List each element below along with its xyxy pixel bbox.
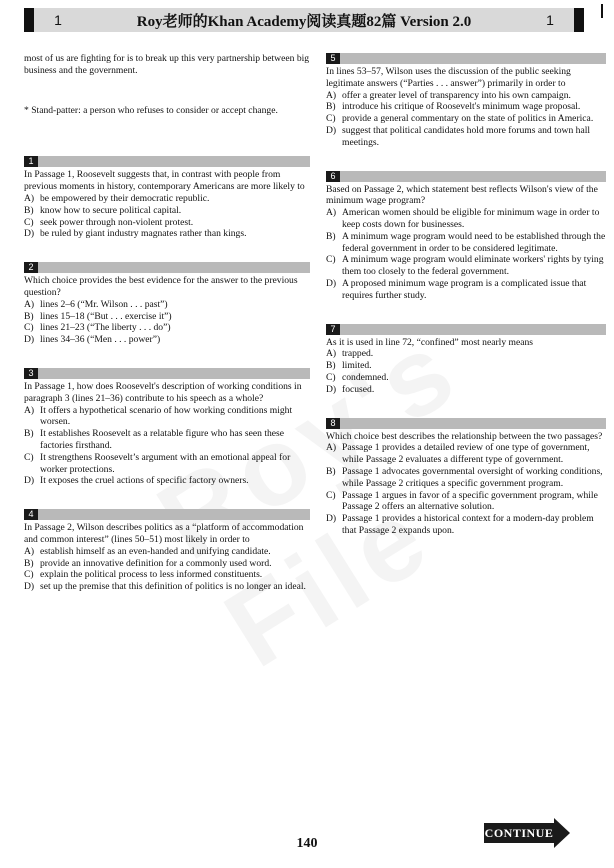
choice-letter: D) <box>24 334 35 346</box>
choice-letter: A) <box>326 207 337 219</box>
choice-letter: B) <box>24 428 34 440</box>
choice-text: offer a greater level of transparency into his own campaign. <box>342 89 571 101</box>
continue-button[interactable] <box>484 818 576 848</box>
question-stem: Which choice provides the best evidence for the answer to the previous question? <box>24 275 298 298</box>
left-questions <box>24 156 310 593</box>
answer-choice-c[interactable] <box>326 254 606 278</box>
answer-choice-d[interactable] <box>326 384 606 396</box>
choice-text: know how to secure political capital. <box>40 204 182 216</box>
answer-choice-c[interactable] <box>24 217 310 229</box>
choice-letter: D) <box>24 581 35 593</box>
choice-text: introduce his critique of Roosevelt's minimum wage proposal. <box>342 101 581 113</box>
choice-letter: D) <box>326 277 337 289</box>
question-number-bar <box>326 324 606 335</box>
answer-choice-d[interactable] <box>326 125 606 149</box>
choice-text: It offers a hypothetical scenario of how working conditions might worsen. <box>40 404 293 428</box>
answer-choice-b[interactable] <box>326 231 606 255</box>
choice-letter: C) <box>24 569 34 581</box>
choice-letter: A) <box>24 404 35 416</box>
answer-choice-c[interactable] <box>326 113 606 125</box>
question-number-bar <box>24 156 310 167</box>
answer-choice-b[interactable] <box>24 205 310 217</box>
question-number: 4 <box>24 509 38 520</box>
choice-text: be empowered by their democratic republic. <box>40 192 210 204</box>
choice-text: lines 34–36 (“Men . . . power”) <box>40 334 161 346</box>
answer-choices <box>24 405 310 488</box>
question-4 <box>24 509 310 593</box>
choice-letter: A) <box>24 298 35 310</box>
footnote: * Stand-patter: a person who refuses to consider or accept change. <box>24 104 278 116</box>
answer-choice-c[interactable] <box>24 452 310 476</box>
answer-choice-c[interactable] <box>24 569 310 581</box>
choice-letter: A) <box>24 545 35 557</box>
choice-letter: C) <box>326 489 336 501</box>
question-stem: Which choice best describes the relationship between the two passages? <box>326 430 603 442</box>
question-number: 8 <box>326 418 340 429</box>
choice-letter: A) <box>326 348 337 360</box>
question-stem: In Passage 2, Wilson describes politics as a “platform of accommodation and common interest” (lines 50–51) most likely in order to <box>24 522 304 545</box>
choice-letter: D) <box>326 383 337 395</box>
answer-choice-d[interactable] <box>326 513 606 537</box>
continue-label: CONTINUE <box>484 823 554 843</box>
arrow-right-icon <box>554 818 570 848</box>
answer-choice-b[interactable] <box>326 360 606 372</box>
choice-text: explain the political process to less informed constituents. <box>40 569 263 581</box>
choice-letter: A) <box>326 442 337 454</box>
answer-choice-c[interactable] <box>24 322 310 334</box>
choice-letter: D) <box>326 513 337 525</box>
answer-choices <box>24 193 310 240</box>
choice-letter: D) <box>24 228 35 240</box>
choice-text: It establishes Roosevelt as a relatable figure who has seen these factories firsthand. <box>40 428 285 451</box>
answer-choice-a[interactable] <box>24 299 310 311</box>
choice-text: be ruled by giant industry magnates rather than kings. <box>40 228 247 240</box>
question-number-bar <box>24 509 310 520</box>
choice-letter: B) <box>326 230 336 242</box>
answer-choice-b[interactable] <box>24 428 310 452</box>
question-number-bar <box>326 171 606 182</box>
choice-text: set up the premise that this definition of politics is no longer an ideal. <box>40 581 306 593</box>
question-stem: In lines 53–57, Wilson uses the discussion of the public seeking legitimate answers (“Parties . . . answer”) primarily in order to <box>326 66 571 89</box>
question-number: 6 <box>326 171 340 182</box>
choice-letter: B) <box>326 360 336 372</box>
answer-choice-a[interactable] <box>24 546 310 558</box>
question-6 <box>326 171 606 302</box>
header-left-number: 1 <box>54 12 62 28</box>
question-stem: Based on Passage 2, which statement best reflects Wilson's view of the minimum wage program? <box>326 183 598 207</box>
answer-choice-c[interactable] <box>326 490 606 514</box>
answer-choices <box>326 207 606 301</box>
answer-choice-b[interactable] <box>326 101 606 113</box>
choice-text: provide a general commentary on the state of politics in America. <box>342 113 594 125</box>
choice-letter: B) <box>326 465 336 477</box>
answer-choice-a[interactable] <box>24 193 310 205</box>
question-number-bar <box>326 418 606 429</box>
passage-continuation: most of us are fighting for is to break up this very partnership between big business and the government. <box>24 53 310 76</box>
choice-text: A minimum wage program would need to be established through the federal government in order to be considered legitimate. <box>342 230 606 254</box>
choice-text: American women should be eligible for minimum wage in order to keep costs down for businesses. <box>342 207 600 230</box>
choice-letter: C) <box>24 451 34 463</box>
question-stem: In Passage 1, how does Roosevelt's description of working conditions in paragraph 3 (lines 21–36) contribute to his speech as a whole? <box>24 380 302 404</box>
header-right-number: 1 <box>546 12 554 28</box>
choice-text: It strengthens Roosevelt’s argument with an emotional appeal for worker protections. <box>40 451 291 475</box>
question-number-bar <box>326 53 606 64</box>
answer-choice-b[interactable] <box>24 558 310 570</box>
question-stem: As it is used in line 72, “confined” most nearly means <box>326 336 534 348</box>
question-3 <box>24 368 310 487</box>
choice-text: Passage 1 provides a historical context for a modern-day problem that Passage 2 expands upon. <box>342 513 594 536</box>
answer-choice-b[interactable] <box>326 466 606 490</box>
right-column <box>326 53 606 537</box>
choice-letter: C) <box>24 216 34 228</box>
choice-text: lines 2–6 (“Mr. Wilson . . . past”) <box>40 298 168 310</box>
answer-choice-d[interactable] <box>326 278 606 302</box>
choice-letter: B) <box>24 557 34 569</box>
answer-choice-a[interactable] <box>326 90 606 102</box>
answer-choice-a[interactable] <box>24 405 310 429</box>
answer-choice-d[interactable] <box>24 581 310 593</box>
choice-text: Passage 1 provides a detailed review of one type of government, while Passage 2 evaluates a different type of government. <box>342 442 590 466</box>
choice-letter: C) <box>326 371 336 383</box>
question-8 <box>326 418 606 537</box>
question-number: 2 <box>24 262 38 273</box>
corner-mark <box>601 4 603 18</box>
choice-letter: A) <box>326 89 337 101</box>
page-header <box>24 8 584 32</box>
question-number: 1 <box>24 156 38 167</box>
choice-text: A minimum wage program would eliminate workers' rights by tying them too closely to the federal government. <box>342 254 604 278</box>
answer-choices <box>326 90 606 149</box>
choice-text: seek power through non-violent protest. <box>40 216 194 228</box>
answer-choice-d[interactable] <box>24 475 310 487</box>
choice-letter: A) <box>24 192 35 204</box>
choice-text: suggest that political candidates hold more forums and town hall meetings. <box>342 124 591 148</box>
answer-choice-a[interactable] <box>326 207 606 231</box>
answer-choice-a[interactable] <box>326 348 606 360</box>
question-1 <box>24 156 310 240</box>
answer-choice-d[interactable] <box>24 334 310 346</box>
choice-text: It exposes the cruel actions of specific factory owners. <box>40 475 249 487</box>
answer-choice-c[interactable] <box>326 372 606 384</box>
left-column <box>24 53 310 593</box>
question-number-bar <box>24 368 310 379</box>
question-7 <box>326 324 606 396</box>
answer-choices <box>24 546 310 593</box>
choice-text: condemned. <box>342 371 389 383</box>
choice-text: Passage 1 argues in favor of a specific government program, while Passage 2 offers an alternative solution. <box>342 489 598 513</box>
question-number: 7 <box>326 324 340 335</box>
answer-choice-a[interactable] <box>326 442 606 466</box>
answer-choice-b[interactable] <box>24 311 310 323</box>
choice-letter: D) <box>24 475 35 487</box>
question-5 <box>326 53 606 149</box>
choice-text: lines 21–23 (“The liberty . . . do”) <box>40 322 171 334</box>
choice-text: lines 15–18 (“But . . . exercise it”) <box>40 310 172 322</box>
choice-text: A proposed minimum wage program is a complicated issue that requires further study. <box>342 277 587 301</box>
answer-choice-d[interactable] <box>24 228 310 240</box>
choice-letter: B) <box>24 204 34 216</box>
question-number: 3 <box>24 368 38 379</box>
choice-letter: B) <box>326 101 336 113</box>
page-number: 140 <box>296 836 318 851</box>
right-questions <box>326 53 606 537</box>
choice-letter: B) <box>24 310 34 322</box>
choice-letter: D) <box>326 124 337 136</box>
choice-letter: C) <box>326 113 336 125</box>
question-stem: In Passage 1, Roosevelt suggests that, in contrast with people from previous moments in history, contemporary Americans are more likely to <box>24 169 305 193</box>
choice-text: limited. <box>342 360 372 372</box>
question-number-bar <box>24 262 310 273</box>
choice-letter: C) <box>24 322 34 334</box>
answer-choices <box>24 299 310 346</box>
choice-text: establish himself as an even-handed and unifying candidate. <box>40 545 271 557</box>
choice-text: focused. <box>342 383 375 395</box>
choice-text: trapped. <box>342 348 374 360</box>
header-title: Roy老师的Khan Academy阅读真题82篇 Version 2.0 <box>136 13 472 30</box>
choice-letter: C) <box>326 254 336 266</box>
answer-choices <box>326 348 606 395</box>
answer-choices <box>326 442 606 536</box>
question-2 <box>24 262 310 346</box>
question-number: 5 <box>326 53 340 64</box>
choice-text: Passage 1 advocates governmental oversight of working conditions, while Passage 2 critiques a specific government program. <box>342 465 603 489</box>
choice-text: provide an innovative definition for a commonly used word. <box>40 557 272 569</box>
